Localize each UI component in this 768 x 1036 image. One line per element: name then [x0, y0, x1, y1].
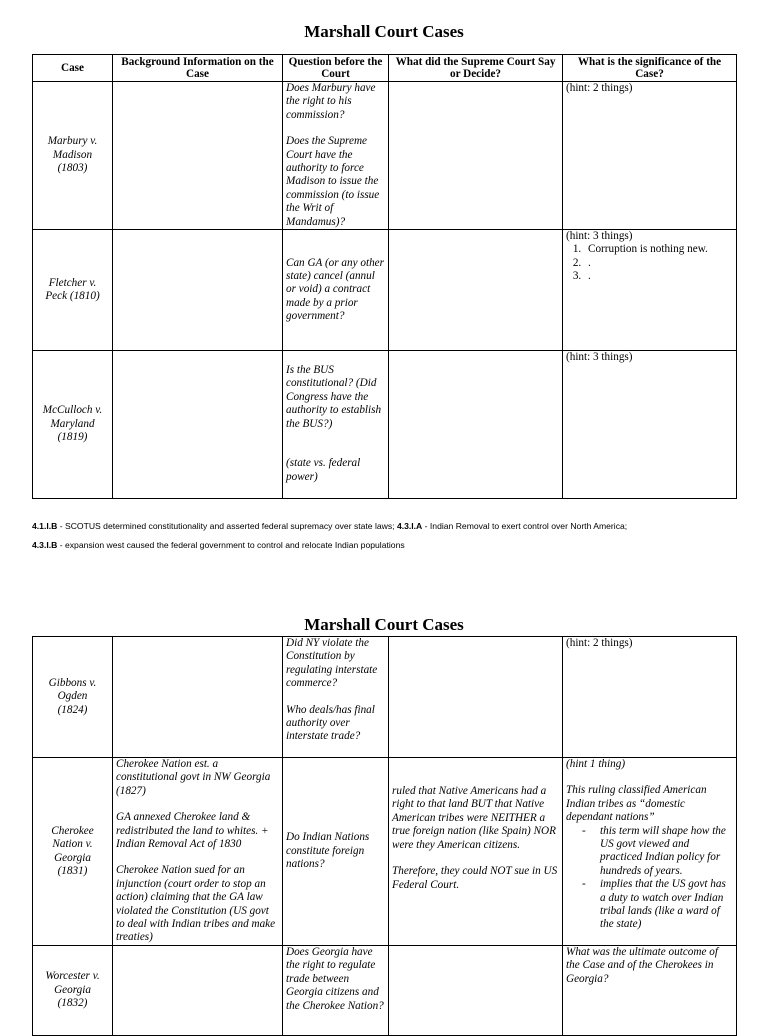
- significance-cell[interactable]: [563, 946, 737, 1036]
- table-row: [33, 230, 737, 351]
- background-text: Cherokee Nation est. a constitutional govt in NW Georgia (1827): [116, 758, 271, 797]
- significance-cell[interactable]: [563, 637, 737, 758]
- case-name-line: Nation v.: [52, 838, 93, 851]
- question-cell[interactable]: [283, 351, 389, 499]
- case-name-line: Maryland: [50, 417, 95, 430]
- question-cell[interactable]: [283, 946, 389, 1036]
- background-cell[interactable]: [113, 637, 283, 758]
- header-decision: What did the Supreme Court Say or Decide?: [389, 55, 563, 82]
- case-name-line: Georgia: [54, 851, 91, 864]
- case-name-line: Ogden: [57, 690, 88, 703]
- header-background: Background Information on the Case: [113, 55, 283, 82]
- decision-text: Therefore, they could NOT sue in US Federal Court.: [392, 865, 558, 891]
- case-name-line: Marbury v.: [47, 135, 98, 148]
- case-name-cell: [33, 758, 113, 946]
- table-row: [33, 82, 737, 230]
- list-item: - this term will shape how the US govt viewed and practiced Indian policy for hundreds of years.: [600, 825, 733, 879]
- decision-cell[interactable]: [389, 351, 563, 499]
- header-case: Case: [33, 55, 113, 82]
- hint-text: (hint: 2 things): [566, 637, 633, 649]
- case-name-line: Georgia: [54, 983, 91, 996]
- decision-cell[interactable]: [389, 637, 563, 758]
- case-name-line: Fletcher v.: [48, 276, 97, 289]
- table-row: [33, 758, 737, 946]
- background-cell[interactable]: [113, 946, 283, 1036]
- question-cell[interactable]: [283, 758, 389, 946]
- cases-table-2: [32, 636, 737, 1036]
- standards-footnote: [32, 517, 742, 555]
- question-text: Can GA (or any other state) cancel (annul or void) a contract made by a prior government?: [286, 256, 384, 323]
- case-year: (1832): [57, 997, 88, 1010]
- question-cell[interactable]: [283, 230, 389, 351]
- list-item: 3. .: [584, 270, 733, 283]
- significance-cell[interactable]: [563, 758, 737, 946]
- background-cell[interactable]: [113, 230, 283, 351]
- background-cell[interactable]: [113, 758, 283, 946]
- header-row: [33, 55, 737, 82]
- question-text: Does Georgia have the right to regulate trade between Georgia citizens and the Cherokee Nation?: [286, 946, 384, 1012]
- list-item: 1. Corruption is nothing new.: [584, 243, 733, 256]
- case-name-cell: [33, 351, 113, 499]
- significance-text: What was the ultimate outcome of the Case and of the Cherokees in Georgia?: [566, 946, 718, 985]
- background-cell[interactable]: [113, 351, 283, 499]
- decision-cell[interactable]: [389, 230, 563, 351]
- case-year: (1803): [57, 162, 88, 175]
- significance-text: This ruling classified American Indian tribes as “domestic dependant nations”: [566, 784, 707, 824]
- hint-text: (hint: 3 things): [566, 230, 633, 243]
- question-cell[interactable]: [283, 637, 389, 758]
- background-text: Cherokee Nation sued for an injunction (court order to stop an action) claiming that the GA law violated the Constitution (US govt to deal with Indian tribes and make treaties): [116, 864, 276, 944]
- standards-line-1: [32, 517, 742, 536]
- case-name-cell: [33, 946, 113, 1036]
- list-item: 2. .: [584, 257, 733, 270]
- standard-code: 4.3.I.A: [396, 521, 423, 531]
- hint-text: (hint 1 thing): [566, 758, 626, 770]
- page-title-1: Marshall Court Cases: [304, 22, 464, 41]
- decision-cell[interactable]: [389, 82, 563, 230]
- question-text: Do Indian Nations constitute foreign nations?: [286, 831, 370, 871]
- case-name-line: Gibbons v.: [48, 676, 97, 689]
- question-text: Did NY violate the Constitution by regulating interstate commerce?: [286, 637, 378, 690]
- table-row: [33, 946, 737, 1036]
- case-name-cell: [33, 230, 113, 351]
- significance-cell[interactable]: [563, 351, 737, 499]
- decision-cell[interactable]: [389, 946, 563, 1036]
- question-text: (state vs. federal power): [286, 457, 361, 483]
- hint-text: (hint: 2 things): [566, 82, 633, 94]
- cases-table-1: [32, 54, 737, 499]
- header-significance: What is the significance of the Case?: [563, 55, 737, 82]
- case-name-line: Cherokee: [51, 824, 94, 837]
- case-year: (1831): [57, 864, 88, 877]
- question-text: Does the Supreme Court have the authority to force Madison to issue the commission (to issue the Writ of Mandamus)?: [286, 135, 380, 228]
- standard-text: - expansion west caused the federal government to control and relocate Indian populations: [57, 540, 405, 550]
- question-cell[interactable]: [283, 82, 389, 230]
- table-row: [33, 351, 737, 499]
- hint-text: (hint: 3 things): [566, 351, 633, 364]
- case-name-line: Worcester v.: [45, 970, 100, 983]
- case-year: (1819): [57, 431, 88, 444]
- significance-cell[interactable]: [563, 230, 737, 351]
- case-year: (1824): [57, 703, 88, 716]
- standard-text: - Indian Removal to exert control over North America;: [422, 521, 628, 531]
- page-title-2: Marshall Court Cases: [304, 615, 464, 634]
- question-text: Does Marbury have the right to his commission?: [286, 82, 376, 121]
- standards-line-2: [32, 536, 742, 555]
- case-name-cell: [33, 637, 113, 758]
- question-text: Who deals/has final authority over interstate trade?: [286, 703, 375, 743]
- case-name-line: Madison: [52, 148, 93, 161]
- header-question: Question before the Court: [283, 55, 389, 82]
- list-item: - implies that the US govt has a duty to watch over Indian tribal lands (like a ward of the state): [600, 878, 733, 932]
- decision-cell[interactable]: [389, 758, 563, 946]
- significance-list: [566, 825, 733, 932]
- standard-code: 4.1.I.B: [32, 521, 58, 531]
- background-text: GA annexed Cherokee land & redistributed the land to whites. + Indian Removal Act of 1830: [116, 811, 269, 851]
- significance-list: [566, 243, 733, 283]
- standard-code: 4.3.I.B: [32, 540, 58, 550]
- significance-cell[interactable]: [563, 82, 737, 230]
- case-name-cell: [33, 82, 113, 230]
- table-row: [33, 637, 737, 758]
- case-name-line: Peck (1810): [45, 290, 100, 303]
- decision-text: ruled that Native Americans had a right to that land BUT that Native American tribes were NEITHER a true foreign nation (like Spain) NOR were they American citizens.: [392, 785, 556, 851]
- case-name-line: McCulloch v.: [42, 404, 103, 417]
- question-text: Is the BUS constitutional? (Did Congress have the authority to establish the BUS?): [286, 364, 382, 430]
- background-cell[interactable]: [113, 82, 283, 230]
- standard-text: - SCOTUS determined constitutionality and asserted federal supremacy over state laws;: [57, 521, 397, 531]
